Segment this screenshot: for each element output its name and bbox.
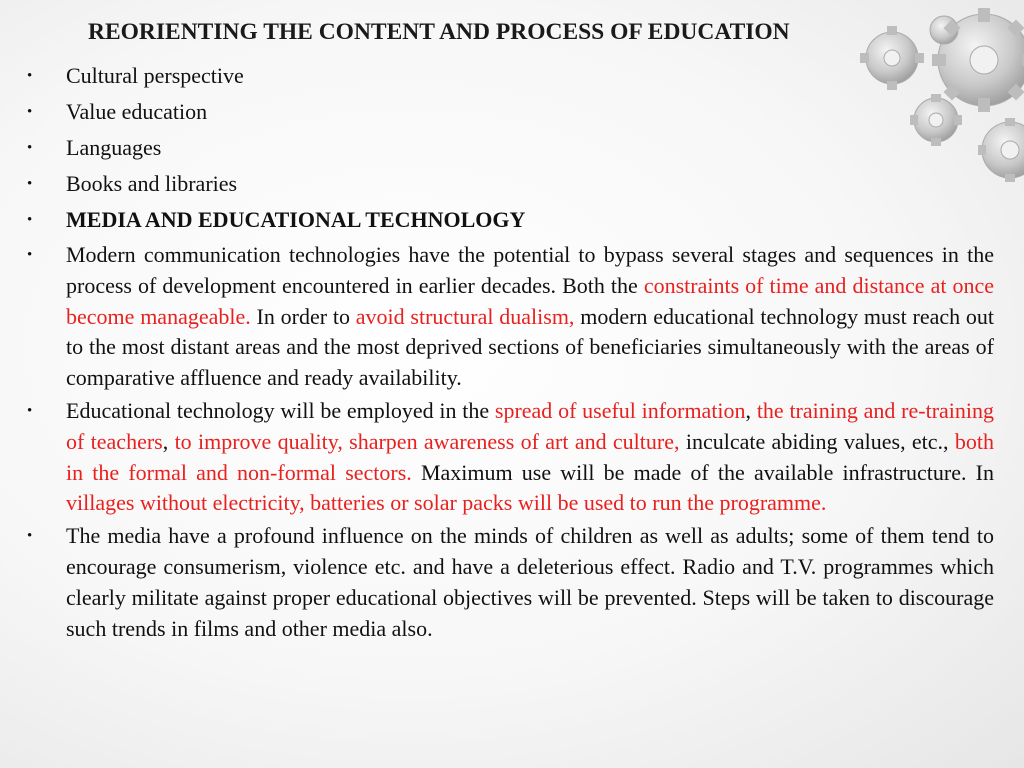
paragraph-text [66,238,994,394]
text-run: inculcate abiding values, etc., [679,428,955,454]
text-run: Educational technology will be employed in the [66,397,495,423]
text-run: , [745,397,757,423]
text-run: Modern communication technologies have the potential to bypass several stages and sequences in the process of development encountered in earlier decades. Both the [66,242,994,298]
list-item-text: Languages [66,135,162,160]
highlighted-text: both in the formal and non-formal sectors. [66,428,995,485]
highlighted-text: to improve quality, sharpen awareness of art and culture, [174,428,680,454]
list-item [22,130,994,166]
bullet-list [22,58,994,644]
section-heading: MEDIA AND EDUCATIONAL TECHNOLOGY [66,207,526,232]
bullet-icon: • [27,176,33,192]
text-run: , [162,428,175,454]
text-run: modern educational technology must reach out to the most distant areas and the most deprived sections of beneficiaries simultaneously with the areas of comparative affluence and ready availability. [66,303,995,391]
list-item-text: Value education [66,99,208,124]
paragraph-text [66,394,994,519]
highlighted-text: villages without electricity, batteries or solar packs will be used to run the programme. [66,490,827,516]
highlighted-text: the training and re-training of teachers [66,397,995,454]
text-run: The media have a profound influence on the minds of children as well as adults; some of them tend to encourage consumerism, violence etc. and have a deleterious effect. Radio and T.V. programmes which clearly militate against proper educational objectives will be prevented. Steps will be taken to discourage such trends in films and other media also. [66,523,994,641]
paragraph-text [66,519,994,644]
text-run: Maximum use will be made of the available infrastructure. In [411,459,994,485]
text-run: In order to [250,303,356,329]
list-item [22,519,994,644]
bullet-icon: • [27,68,33,84]
bullet-icon: • [27,212,33,228]
highlighted-text: spread of useful information [494,397,746,423]
highlighted-text: avoid structural dualism, [355,303,575,329]
list-item [22,94,994,130]
list-item [22,58,994,94]
bullet-icon: • [27,402,33,419]
page-title: REORIENTING THE CONTENT AND PROCESS OF EDUCATION [88,19,790,45]
list-item [22,166,994,202]
list-item [22,202,994,238]
bullet-icon: • [27,247,33,263]
list-item-text: Books and libraries [66,171,238,196]
list-item [22,394,994,519]
highlighted-text: constraints of time and distance at once become manageable. [66,272,995,329]
bullet-icon: • [27,528,33,545]
bullet-icon: • [27,140,33,156]
list-item-text: Cultural perspective [66,63,244,88]
bullet-icon: • [27,104,33,120]
list-item [22,238,994,394]
